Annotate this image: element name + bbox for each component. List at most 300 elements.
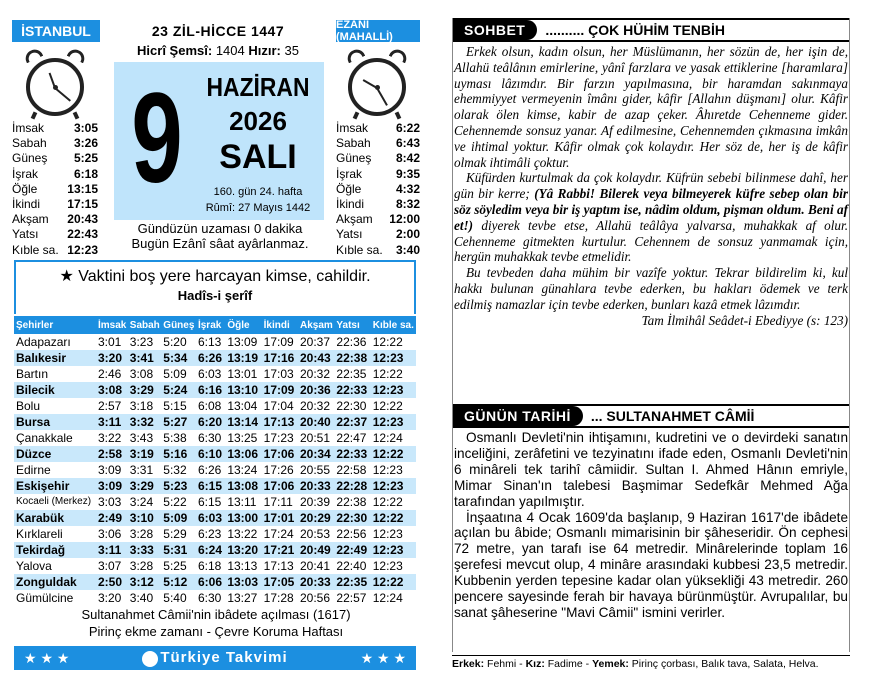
calendar-right-page [452,18,850,678]
time-cell: 22:40 [336,559,367,573]
prayer-time-label: Kıble sa. [336,242,383,257]
table-row [14,478,416,494]
alarm-clock-icon [344,50,410,120]
time-cell: 17:05 [262,574,298,590]
prayer-time-value: 12:23 [67,242,98,257]
time-cell: 17:03 [263,367,294,381]
time-cell: 20:41 [299,559,330,573]
time-cell: 5:34 [161,350,196,366]
prayer-time-label: İşrak [12,166,39,181]
time-cell: 2:58 [96,446,128,462]
time-cell: 3:09 [96,478,128,494]
rumi-date: Rûmî: 27 Mayıs 1442 [205,202,311,214]
table-header-cell: Kıble sa. [371,316,416,334]
time-cell: 5:24 [161,382,196,398]
time-cell: 3:08 [96,382,128,398]
time-cell: 3:09 [98,463,122,477]
time-cell: 20:36 [298,382,334,398]
table-header-row [14,316,416,334]
ezani-adjust-line: Bugün Ezânî sâat ayârlanmaz. [131,236,309,251]
history-tag: GÜNÜN TARİHİ [452,406,583,426]
time-cell: 6:16 [196,382,225,398]
time-cell: 3:23 [129,335,154,349]
prayer-time-value: 13:15 [67,181,98,196]
time-cell: 3:20 [96,350,128,366]
time-cell: 12:22 [372,495,403,509]
time-cell: 6:03 [197,367,222,381]
prayer-time-label: İmsak [336,121,369,135]
hijri-sun-value: 1404 [215,43,245,58]
time-cell: 20:32 [299,367,330,381]
time-cell: 22:38 [334,350,370,366]
time-cell: 3:22 [98,431,122,445]
hijri-date: 23 ZİL-HİCCE 1447 [151,23,285,39]
table-row [14,414,416,430]
table-row [14,494,416,510]
menu-line: Erkek: Fehmi - Kız: Fadime - Yemek: Pirinç çorbası, Balık tava, Salata, Helva. [452,655,850,670]
time-cell: 3:06 [98,527,122,541]
time-cell: 12:23 [372,559,403,573]
time-cell: 17:13 [262,414,298,430]
prayer-time-value: 6:22 [395,121,420,135]
time-cell: 3:12 [128,574,162,590]
time-cell: 12:23 [371,542,416,558]
time-cell: 17:21 [262,542,298,558]
time-cell: 17:09 [263,335,294,349]
footer-stars: ★ ★ ★ [24,649,70,666]
ezani-label: EZÂNİ (MAHALLİ) [336,20,420,42]
time-cell: 6:23 [197,527,222,541]
time-cell: 2:57 [98,399,122,413]
prayer-time-label: Öğle [336,181,362,196]
time-cell: 3:43 [129,431,154,445]
prayer-time-row [12,121,98,136]
time-cell: 20:37 [299,335,330,349]
prayer-time-label: Sabah [336,136,371,151]
prayer-time-row [12,212,98,227]
prayer-time-label: Sabah [12,136,47,151]
time-cell: 3:11 [96,542,128,558]
time-cell: 3:03 [98,495,122,509]
city-name: Bolu [16,399,41,413]
time-cell: 6:18 [197,559,222,573]
time-cell: 13:11 [227,495,257,509]
time-cell: 3:19 [128,446,162,462]
prayer-time-value: 5:25 [73,151,98,166]
table-header-cell: Yatsı [334,316,370,334]
time-cell: 20:43 [298,350,334,366]
sohbet-title: .......... ÇOK HÜHİM TENBİH [545,22,726,38]
prayer-time-value: 12:00 [389,212,420,227]
time-cell: 13:24 [227,463,258,477]
time-cell: 20:39 [299,495,330,509]
time-cell: 13:20 [225,542,261,558]
day-length-line: Gündüzün uzaması 0 dakika [137,221,303,236]
time-cell: 13:00 [225,510,261,526]
table-header-cell: İşrak [196,316,225,334]
prayer-time-row [336,182,420,197]
time-cell: 5:38 [163,431,187,445]
city-name: Tekirdağ [14,542,96,558]
time-cell: 13:10 [225,382,261,398]
hijri-sun-line [112,43,324,58]
history-title: ... SULTANAHMET CÂMİİ [590,408,755,424]
time-cell: 6:06 [196,574,225,590]
time-cell: 22:57 [336,591,367,605]
city-name: Bartın [16,367,49,381]
table-row [14,446,416,462]
prayer-time-value: 6:18 [73,166,98,181]
time-cell: 13:22 [227,527,258,541]
prayer-time-value: 20:43 [67,212,98,227]
sohbet-header [452,18,850,42]
prayer-time-value: 3:26 [73,136,98,151]
year: 2026 [229,106,287,136]
time-cell: 17:13 [263,559,294,573]
time-cell: 3:07 [98,559,122,573]
brand-name: Türkiye Takvimi [142,649,287,666]
time-cell: 13:27 [227,591,258,605]
city-name: Karabük [14,510,96,526]
time-cell: 17:06 [262,478,298,494]
time-cell: 5:32 [163,463,187,477]
time-cell: 6:30 [197,431,222,445]
city-name: Eskişehir [14,478,96,494]
prayer-time-label: İkindi [12,197,41,212]
prayer-time-row [336,197,420,212]
prayer-time-label: Kıble sa. [12,242,59,257]
prayer-time-row [12,227,98,242]
prayer-time-row [12,197,98,212]
hadis-source: Hadîs-i şerîf [177,288,253,303]
hijri-sun-label: Hicrî Şemsî: [137,43,213,58]
time-cell: 13:06 [225,446,261,462]
prayer-time-label: Akşam [12,212,49,227]
time-cell: 12:24 [372,591,403,605]
time-cell: 6:26 [197,463,222,477]
time-cell: 13:14 [225,414,261,430]
prayer-time-value: 8:42 [395,151,420,166]
city-name: Gümülcine [16,591,74,605]
table-header-cell: Öğle [225,316,261,334]
time-cell: 22:37 [334,414,370,430]
prayer-time-label: Öğle [12,181,38,196]
time-cell: 12:23 [372,527,403,541]
time-cell: 3:18 [129,399,154,413]
logo-icon [142,651,158,667]
time-cell: 17:04 [263,399,294,413]
sohbet-paragraph: Erkek olsun, kadın olsun, her Müslümanın, her sözün de, her işin de, Allahü teâlânın emirlerine, yânî farzlara ve yasak ettiklerine [haramlara] uyması lâzımdır. Bir farzın yapılmasına, bir haramdan sakınmaya ehemmiyyet vermeyenin îmânı gider, kâfir [Allahın düşmanı] olur. Kâfir olarak ölen kimse, kabir de azap çeker. Âhıretde Cehenneme gider. Cehennemde sonsuz yanar. Af edilmesine, Cehennemden çıkmasına imkân ve ihtimal yoktur. Kâfir olmak çok kolaydır. Her söz de, her iş de kâfir olmak ihtimâli çoktur. [454,44,848,170]
table-row [14,510,416,526]
prayer-times-left [12,121,98,258]
table-header-cell: Akşam [298,316,334,334]
time-cell: 22:49 [334,542,370,558]
time-cell: 6:13 [197,335,222,349]
time-cell: 12:22 [371,574,416,590]
prayer-time-value: 22:43 [67,227,98,242]
time-cell: 22:33 [334,446,370,462]
prayer-time-value: 3:40 [395,242,420,257]
time-cell: 17:11 [263,495,293,509]
time-cell: 22:35 [334,574,370,590]
time-cell: 3:01 [98,335,122,349]
day-length-note [108,221,332,251]
prayer-time-label: Yatsı [336,227,363,242]
calendar-left-page [12,10,420,680]
prayer-time-row [12,182,98,197]
time-cell: 5:22 [163,495,187,509]
prayer-time-row [336,151,420,166]
time-cell: 22:30 [336,399,367,413]
time-cell: 13:19 [225,350,261,366]
prayer-time-row [336,227,420,242]
city-name: Çanakkale [16,431,73,445]
sohbet-paragraph: Küfürden kurtulmak da çok kolaydır. Küfrün sebebi bilinmese dahî, her gün bir kerre; (Yâ Rabbi! Bilerek veya bilmeyerek küfre sebep olan bir söz söyledim veya bir iş yaptım ise, nâdim oldum, pişman oldum. Beni af et!) diyerek tevbe etse, Allahü teâlâya yalvarsa, muhakkak af olur. Cehenneme gitmekten kurtulur. Cehennem de sonsuz yanmamak için, hergün muhakkak tevbe etmelidir. [454,170,848,265]
time-cell: 13:03 [225,574,261,590]
time-cell: 3:10 [128,510,162,526]
time-cell: 3:28 [129,527,154,541]
time-cell: 17:01 [262,510,298,526]
time-cell: 13:25 [227,431,258,445]
prayer-time-label: İmsak [12,121,45,135]
time-cell: 5:16 [161,446,196,462]
time-cell: 5:25 [163,559,187,573]
prayer-time-value: 8:32 [395,197,420,212]
prayer-time-label: Güneş [12,151,48,166]
city-name: Zonguldak [14,574,96,590]
city-name: Adapazarı [16,335,71,349]
time-cell: 5:09 [163,367,187,381]
sohbet-tag: SOHBET [452,20,537,40]
hadis-text: ★ Vaktini boş yere harcayan kimse, cahildir. [59,268,371,285]
meal: Pirinç çorbası, Balık tava, Salata, Helva. [631,658,819,670]
time-cell: 5:23 [161,478,196,494]
table-row [14,574,416,590]
prayer-time-label: Yatsı [12,227,39,242]
time-cell: 22:56 [336,527,367,541]
day-info: 160. gün 24. hafta [213,186,303,198]
time-cell: 20:33 [298,574,334,590]
weekday: SALI [219,138,297,176]
time-cell: 12:23 [372,463,403,477]
prayer-time-row [12,167,98,182]
prayer-time-row [336,136,420,151]
time-cell: 5:09 [161,510,196,526]
sohbet-signature: Tam İlmihâl Seâdet-i Ebediyye (s: 123) [641,312,848,328]
time-cell: 3:08 [129,367,154,381]
time-cell: 2:46 [98,367,122,381]
table-row [14,430,416,446]
time-cell: 17:24 [263,527,294,541]
time-cell: 12:22 [372,367,403,381]
time-cell: 12:23 [371,414,416,430]
time-cell: 20:32 [299,399,330,413]
time-cell: 17:26 [263,463,294,477]
time-cell: 3:41 [128,350,162,366]
time-cell: 3:32 [128,414,162,430]
sohbet-body [454,44,848,328]
time-cell: 17:23 [263,431,294,445]
girl-name: Fadime [547,658,583,670]
prayer-time-row [336,212,420,227]
city-name: Yalova [16,559,52,573]
table-header-cell: İmsak [96,316,128,334]
time-cell: 6:26 [196,350,225,366]
time-cell: 3:33 [128,542,162,558]
table-row [14,462,416,478]
time-cell: 17:28 [263,591,294,605]
time-cell: 5:12 [161,574,196,590]
time-cell: 5:20 [163,335,187,349]
prayer-time-row [12,151,98,166]
prayer-time-label: Akşam [336,212,373,227]
prayer-time-row [336,167,420,182]
prayer-time-row [336,121,420,136]
prayer-time-row [12,243,98,258]
prayer-time-row [336,243,420,258]
city-label: İSTANBUL [12,20,100,42]
time-cell: 5:29 [163,527,187,541]
time-cell: 3:24 [129,495,154,509]
prayer-time-value: 9:35 [395,166,420,181]
time-cell: 5:15 [163,399,187,413]
history-body [454,430,848,621]
time-cell: 12:23 [371,382,416,398]
time-cell: 6:10 [196,446,225,462]
prayer-time-label: İşrak [336,166,363,181]
table-row [14,398,416,414]
time-cell: 12:22 [371,510,416,526]
time-cell: 6:03 [196,510,225,526]
month-name: HAZİRAN [206,72,310,102]
table-row [14,334,416,350]
prayer-time-value: 17:15 [67,197,98,212]
time-cell: 22:33 [334,382,370,398]
time-cell: 6:20 [196,414,225,430]
day-number: 9 [131,67,183,210]
city-name: Balıkesir [14,350,96,366]
city-name: Düzce [14,446,96,462]
city-name: Edirne [16,463,51,477]
table-header-cell: İkindi [262,316,298,334]
date-box [114,62,324,220]
event-line: Sultanahmet Câmii'nin ibâdete açılması (1617) [81,607,351,622]
time-cell: 6:30 [197,591,222,605]
time-cell: 5:40 [163,591,187,605]
prayer-times-right [336,121,420,258]
time-cell: 22:38 [336,495,367,509]
table-row [14,366,416,382]
time-cell: 3:29 [128,478,162,494]
time-cell: 20:51 [299,431,330,445]
time-cell: 13:08 [225,478,261,494]
history-paragraph: Osmanlı Devleti'nin ihtişamını, kudretini ve o devirdeki sanatın inceliğini, zerâfetini ve tezyinatını ifade eden, Osmanlı Devleti'nin 6 minâreli tek tarihî câmiidir. Sultan I. Ahmed Hânın emriyle, Mimar Sinan'ın talebesi Başmimar Sedefkâr Mehmed Ağa tarafından yapılmıştır. [454,430,848,509]
time-cell: 22:28 [334,478,370,494]
time-cell: 3:40 [129,591,154,605]
city-name: Kocaeli (Merkez) [16,496,92,507]
table-header-cell: Sabah [128,316,162,334]
table-row [14,590,416,606]
time-cell: 6:24 [196,542,225,558]
city-name: Bilecik [14,382,96,398]
prayer-time-value: 3:05 [73,121,98,135]
time-cell: 20:55 [299,463,330,477]
prayer-time-label: İkindi [336,197,365,212]
footer-stars: ★ ★ ★ [360,649,406,666]
time-cell: 20:53 [299,527,330,541]
prayer-time-value: 4:32 [395,181,420,196]
time-cell: 13:01 [227,367,258,381]
time-cell: 20:29 [298,510,334,526]
time-cell: 22:36 [336,335,367,349]
time-cell: 22:30 [334,510,370,526]
table-row [14,526,416,542]
time-cell: 17:09 [262,382,298,398]
time-cell: 20:34 [298,446,334,462]
table-header-cell: Güneş [161,316,196,334]
sohbet-paragraph: Bu tevbeden daha mühim bir vazîfe yoktur. Tekrar bildirelim ki, kul hakkı bulunan günahlara tevbe ederken, bu hakları ödemek ve terk edilmiş namazlar için tevbe ederken, bunları kazâ etmek lâzımdır. [454,265,848,312]
time-cell: 6:15 [197,495,222,509]
boy-name: Fehmi [487,658,517,670]
time-cell: 6:08 [197,399,222,413]
time-cell: 22:35 [336,367,367,381]
time-cell: 3:28 [129,559,154,573]
time-cell: 13:04 [227,399,258,413]
prayer-time-label: Güneş [336,151,372,166]
time-cell: 20:49 [298,542,334,558]
time-cell: 20:33 [298,478,334,494]
time-cell: 3:31 [129,463,154,477]
city-name: Kırklareli [16,527,63,541]
time-cell: 13:09 [227,335,258,349]
time-cell: 22:47 [336,431,367,445]
time-cell: 12:23 [371,350,416,366]
time-cell: 6:15 [196,478,225,494]
history-header [452,404,850,428]
footer-bar [14,646,416,670]
time-cell: 3:29 [128,382,162,398]
time-cell: 2:50 [96,574,128,590]
time-cell: 17:06 [262,446,298,462]
time-cell: 12:22 [372,335,403,349]
table-row [14,542,416,558]
time-cell: 3:20 [98,591,122,605]
city-times-table [14,316,416,606]
city-name: Bursa [14,414,96,430]
hadis-box [14,260,416,314]
time-cell: 12:23 [371,478,416,494]
time-cell: 20:56 [299,591,330,605]
event-line: Pirinç ekme zamanı - Çevre Koruma Haftası [88,624,344,639]
time-cell: 12:22 [372,399,403,413]
time-cell: 12:22 [371,446,416,462]
prayer-time-row [12,136,98,151]
prayer-time-value: 6:43 [395,136,420,151]
table-row [14,558,416,574]
history-paragraph: İnşaatına 4 Ocak 1609'da başlanıp, 9 Haziran 1617'de ibâdete açılan bu âbide; Osmanlı mimarisinin bir şâheseridir. Ön cephesi 72 metre, yan tarafı ise 64 metredir. Minârelerinde toplam 16 şerefesi mevcut olup, 4 minâre arasındaki kubbesi 23,5 metredir. Kubbenin yerden tepesine kadar olan yüksekliği 43 metredir. 260 pencere sayesinde ferah bir havaya bürünmüştür. Avrupalılar, bu sanat şâheserine "Mavi Câmii" ismini verirler. [454,509,848,620]
table-header-cell: Şehirler [14,316,96,334]
table-row [14,350,416,366]
time-cell: 5:27 [161,414,196,430]
time-cell: 2:49 [96,510,128,526]
prayer-time-value: 2:00 [395,227,420,242]
table-body [14,334,416,606]
time-cell: 3:11 [96,414,128,430]
time-cell: 22:58 [336,463,367,477]
alarm-clock-icon [22,50,88,120]
time-cell: 13:13 [227,559,258,573]
time-cell: 12:24 [372,431,403,445]
